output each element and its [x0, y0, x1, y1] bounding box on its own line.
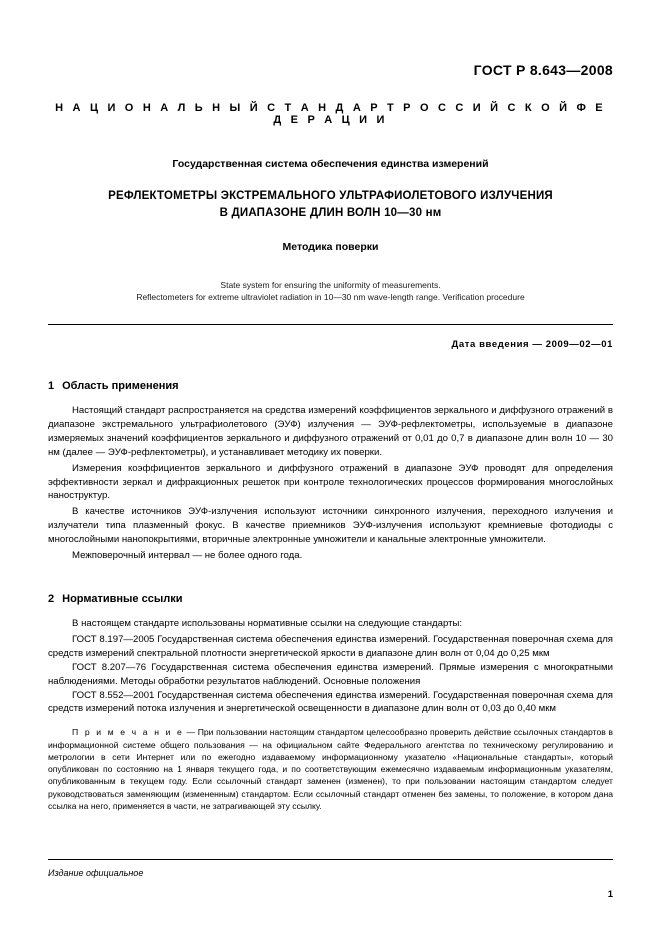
page-number: 1 — [607, 889, 613, 900]
english-title-line-1: State system for ensuring the uniformity of measurements. — [220, 279, 441, 290]
document-title-line-2: В ДИАПАЗОНЕ ДЛИН ВОЛН 10—30 нм — [219, 207, 442, 220]
section-2-note — [48, 726, 613, 812]
official-edition-label: Издание официальное — [48, 868, 144, 878]
header-divider — [48, 324, 613, 325]
section-number-1: 1 — [48, 380, 55, 392]
english-title-line-2: Reflectometers for extreme ultraviolet radiation in 10—30 nm wave-length range. Verification procedure — [136, 292, 525, 303]
section-number-2: 2 — [48, 592, 55, 605]
section-1-paragraph-1: Настоящий стандарт распространяется на средства измерений коэффициентов зеркального и диффузного отражений в диапазоне экстремального ультрафиолетового (ЭУФ) излучения — ЭУФ-рефлектометры, используемые в диапазоне измеряемых значений коэффициентов зеркального и диффузного отражений от 0,01 до 0,7 в диапазоне длин волн 10 — 30 нм (далее — ЭУФ-рефлектометры), и устанавливает методику их поверки. — [48, 405, 613, 458]
section-title-1: Область применения — [62, 380, 179, 392]
footer-divider — [48, 859, 613, 860]
section-1-paragraph-2: Измерения коэффициентов зеркального и диффузного отражений в диапазоне ЭУФ проводят для определения эффективности зеркал и дифракционных решеток при контроле технологических процессов формирования многослойных наноструктур. — [48, 462, 613, 502]
note-label: П р и м е ч а н и е — [72, 727, 184, 738]
page-footer — [48, 859, 613, 878]
note-text: — При пользовании настоящим стандартом целесообразно проверить действие ссылочных стандартов в информационной системе общего пользования — на официальном сайте Федерального агентства по техническому регулированию и метрологии в сети Интернет или по ежегодно издаваемому информационному указателю «Национальные стандарты», который опубликован по состоянию на 1 января текущего года, и по соответствующим ежемесячно издаваемым информационным указателям, опубликованным в текущем году. Если ссылочный стандарт заменен (изменен), то при пользовании настоящим стандартом следует руководствоваться заменяющим (измененным) стандартом. Если ссылочный стандарт отменен без замены, то положение, в котором дана ссылка на него, применяется в части, не затрагивающей эту ссылку. — [48, 727, 614, 811]
reference-item-2: ГОСТ 8.207—76 Государственная система обеспечения единства измерений. Прямые измерения с многократными наблюдениями. Методы обработки результатов наблюдений. Основные положения — [48, 661, 613, 687]
document-title-line-1: РЕФЛЕКТОМЕТРЫ ЭКСТРЕМАЛЬНОГО УЛЬТРАФИОЛЕТОВОГО ИЗЛУЧЕНИЯ — [108, 190, 553, 202]
method-line: Методика поверки — [282, 240, 379, 253]
section-heading-1 — [48, 380, 613, 392]
reference-item-3: ГОСТ 8.552—2001 Государственная система обеспечения единства измерений. Государственная поверочная схема для средств измерений потока излучения и энергетической освещенности в диапазоне длин волн от 0,03 до 0,40 мкм — [48, 689, 613, 715]
section-heading-2 — [48, 593, 613, 605]
introduction-date: Дата введения — 2009—02—01 — [451, 339, 613, 350]
document-title — [48, 188, 613, 223]
national-standard-banner: Н А Ц И О Н А Л Ь Н Ы Й С Т А Н Д А Р Т Р О С С И Й С К О Й Ф Е Д Е Р А Ц И И — [55, 102, 606, 126]
section-title-2: Нормативные ссылки — [62, 592, 183, 605]
section-2-paragraph-1: В настоящем стандарте использованы нормативные ссылки на следующие стандарты: — [72, 617, 463, 629]
title-block — [48, 158, 613, 304]
section-1-paragraph-3: В качестве источников ЭУФ-излучения используют источники синхронного излучения, переходного излучения и излучатели типа плазменный фокус. В качестве приемников ЭУФ-излучения используют кремниевые фотодиоды с многослойными нанопокрытиями, вторичные электронные умножители и канальные электронные умножители. — [48, 506, 613, 546]
section-1-paragraph-4: Межповерочный интервал — не более одного года. — [72, 550, 303, 562]
english-title — [48, 279, 613, 305]
reference-item-1: ГОСТ 8.197—2005 Государственная система обеспечения единства измерений. Государственная поверочная схема для средств измерений спектральной плотности энергетической яркости в диапазоне длин волн от 0,04 до 0,25 мкм — [48, 633, 613, 659]
system-line: Государственная система обеспечения единства измерений — [172, 158, 489, 170]
standard-code: ГОСТ Р 8.643—2008 — [473, 62, 613, 78]
